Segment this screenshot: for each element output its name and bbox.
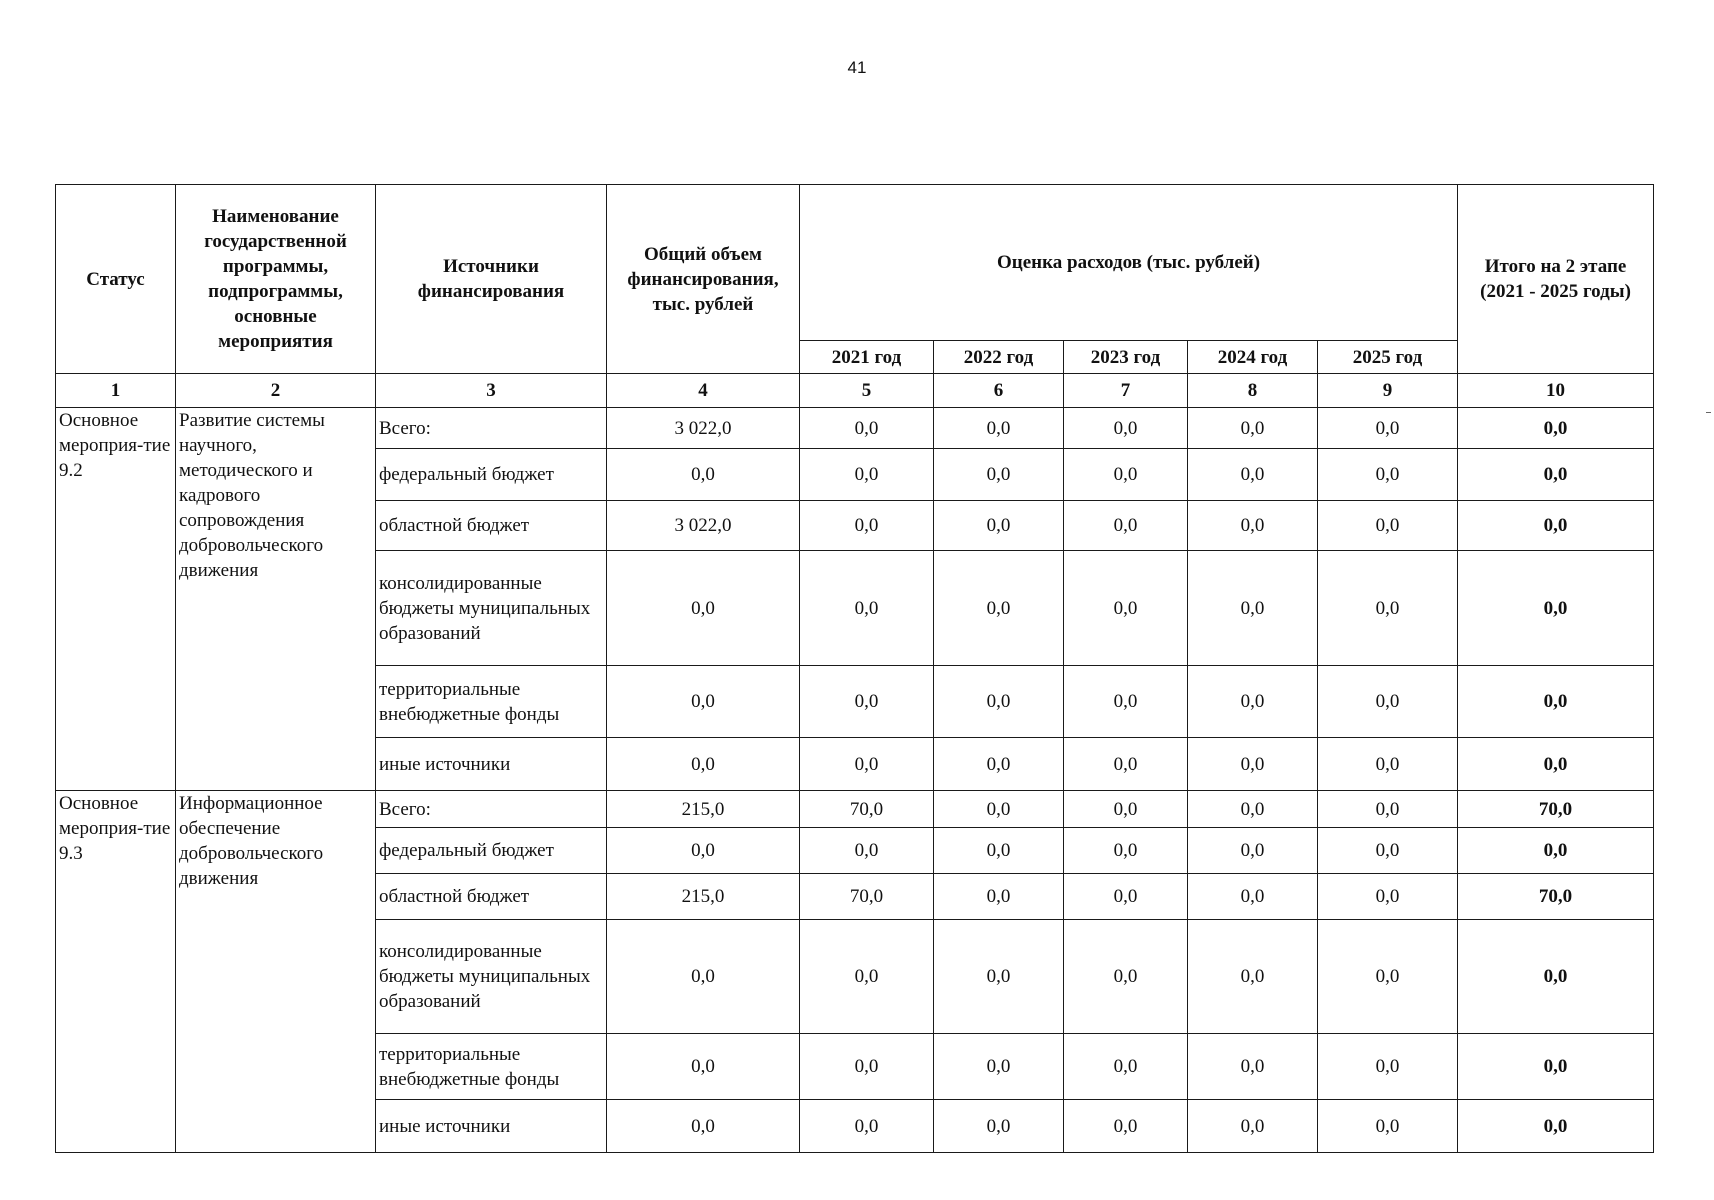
stage-total-cell: 0,0	[1458, 1034, 1654, 1100]
total-volume-cell: 215,0	[607, 791, 800, 828]
year-value-cell: 0,0	[1318, 408, 1458, 449]
funding-source-cell: федеральный бюджет	[376, 449, 607, 501]
column-number: 8	[1188, 374, 1318, 408]
funding-source-cell: консолидированные бюджеты муниципальных образований	[376, 920, 607, 1034]
year-value-cell: 0,0	[934, 551, 1064, 666]
header-status: Статус	[56, 185, 176, 374]
year-value-cell: 70,0	[800, 874, 934, 920]
total-volume-cell: 0,0	[607, 666, 800, 738]
header-total-volume: Общий объем финансирования, тыс. рублей	[607, 185, 800, 374]
total-volume-cell: 215,0	[607, 874, 800, 920]
budget-table	[55, 184, 1654, 1153]
year-value-cell: 0,0	[934, 449, 1064, 501]
funding-source-cell: территориальные внебюджетные фонды	[376, 666, 607, 738]
column-number: 7	[1064, 374, 1188, 408]
budget-table-container	[55, 184, 1653, 1153]
year-value-cell: 0,0	[800, 408, 934, 449]
table-header	[56, 185, 1654, 408]
year-value-cell: 0,0	[800, 551, 934, 666]
year-value-cell: 0,0	[1188, 1100, 1318, 1153]
year-value-cell: 0,0	[1064, 738, 1188, 791]
total-volume-cell: 0,0	[607, 738, 800, 791]
total-volume-cell: 0,0	[607, 449, 800, 501]
header-row	[56, 185, 1654, 341]
year-value-cell: 0,0	[1064, 408, 1188, 449]
year-value-cell: 0,0	[1188, 501, 1318, 551]
stage-total-cell: 0,0	[1458, 551, 1654, 666]
column-numbers-row	[56, 374, 1654, 408]
year-value-cell: 0,0	[800, 666, 934, 738]
table-body	[56, 408, 1654, 1153]
year-value-cell: 0,0	[1064, 449, 1188, 501]
status-cell: Основное мероприя-тие 9.2	[56, 408, 176, 791]
year-value-cell: 0,0	[800, 501, 934, 551]
column-number: 4	[607, 374, 800, 408]
stage-total-cell: 70,0	[1458, 791, 1654, 828]
year-value-cell: 0,0	[1318, 874, 1458, 920]
year-value-cell: 0,0	[800, 920, 934, 1034]
year-value-cell: 0,0	[1188, 551, 1318, 666]
year-value-cell: 0,0	[1064, 1100, 1188, 1153]
header-stage-total: Итого на 2 этапе (2021 - 2025 годы)	[1458, 185, 1654, 374]
year-value-cell: 0,0	[1064, 1034, 1188, 1100]
header-year-2024: 2024 год	[1188, 341, 1318, 374]
year-value-cell: 0,0	[1064, 666, 1188, 738]
table-row	[56, 408, 1654, 449]
year-value-cell: 0,0	[934, 1034, 1064, 1100]
year-value-cell: 0,0	[934, 874, 1064, 920]
year-value-cell: 0,0	[934, 1100, 1064, 1153]
total-volume-cell: 0,0	[607, 1100, 800, 1153]
year-value-cell: 0,0	[1318, 791, 1458, 828]
year-value-cell: 0,0	[934, 666, 1064, 738]
year-value-cell: 0,0	[1318, 738, 1458, 791]
year-value-cell: 0,0	[934, 791, 1064, 828]
year-value-cell: 0,0	[1318, 551, 1458, 666]
year-value-cell: 0,0	[1188, 408, 1318, 449]
header-year-2025: 2025 год	[1318, 341, 1458, 374]
column-number: 5	[800, 374, 934, 408]
stage-total-cell: 0,0	[1458, 501, 1654, 551]
year-value-cell: 0,0	[1064, 551, 1188, 666]
funding-source-cell: Всего:	[376, 408, 607, 449]
total-volume-cell: 3 022,0	[607, 501, 800, 551]
funding-source-cell: областной бюджет	[376, 874, 607, 920]
year-value-cell: 0,0	[934, 828, 1064, 874]
year-value-cell: 0,0	[800, 1100, 934, 1153]
funding-source-cell: иные источники	[376, 1100, 607, 1153]
total-volume-cell: 0,0	[607, 1034, 800, 1100]
year-value-cell: 0,0	[1188, 666, 1318, 738]
header-program-name: Наименование государственной программы, подпрограммы, основные мероприятия	[176, 185, 376, 374]
year-value-cell: 0,0	[934, 501, 1064, 551]
year-value-cell: 0,0	[1064, 920, 1188, 1034]
header-year-2022: 2022 год	[934, 341, 1064, 374]
stage-total-cell: 0,0	[1458, 666, 1654, 738]
year-value-cell: 0,0	[800, 1034, 934, 1100]
year-value-cell: 0,0	[934, 920, 1064, 1034]
total-volume-cell: 0,0	[607, 828, 800, 874]
year-value-cell: 0,0	[1318, 666, 1458, 738]
year-value-cell: 70,0	[800, 791, 934, 828]
year-value-cell: 0,0	[800, 828, 934, 874]
stage-total-cell: 0,0	[1458, 828, 1654, 874]
year-value-cell: 0,0	[1188, 1034, 1318, 1100]
column-number: 10	[1458, 374, 1654, 408]
funding-source-cell: иные источники	[376, 738, 607, 791]
funding-source-cell: Всего:	[376, 791, 607, 828]
header-year-2021: 2021 год	[800, 341, 934, 374]
table-row	[56, 791, 1654, 828]
year-value-cell: 0,0	[1188, 738, 1318, 791]
funding-source-cell: федеральный бюджет	[376, 828, 607, 874]
year-value-cell: 0,0	[800, 449, 934, 501]
stage-total-cell: 70,0	[1458, 874, 1654, 920]
year-value-cell: 0,0	[1064, 791, 1188, 828]
measure-name-cell: Развитие системы научного, методического и кадрового сопровождения добровольческого движения	[176, 408, 376, 791]
year-value-cell: 0,0	[1318, 828, 1458, 874]
page-number: 41	[847, 58, 867, 77]
column-number: 3	[376, 374, 607, 408]
year-value-cell: 0,0	[1318, 1034, 1458, 1100]
year-value-cell: 0,0	[1064, 874, 1188, 920]
stage-total-cell: 0,0	[1458, 920, 1654, 1034]
column-number: 2	[176, 374, 376, 408]
total-volume-cell: 0,0	[607, 920, 800, 1034]
year-value-cell: 0,0	[1318, 920, 1458, 1034]
year-value-cell: 0,0	[1318, 1100, 1458, 1153]
funding-source-cell: территориальные внебюджетные фонды	[376, 1034, 607, 1100]
status-cell: Основное мероприя-тие 9.3	[56, 791, 176, 1153]
stage-total-cell: 0,0	[1458, 408, 1654, 449]
header-funding-sources: Источники финансирования	[376, 185, 607, 374]
stage-total-cell: 0,0	[1458, 449, 1654, 501]
year-value-cell: 0,0	[934, 738, 1064, 791]
column-number: 1	[56, 374, 176, 408]
stage-total-cell: 0,0	[1458, 738, 1654, 791]
year-value-cell: 0,0	[1188, 791, 1318, 828]
measure-name-cell: Информационное обеспечение добровольческого движения	[176, 791, 376, 1153]
year-value-cell: 0,0	[1188, 874, 1318, 920]
stage-total-cell: 0,0	[1458, 1100, 1654, 1153]
year-value-cell: 0,0	[1188, 449, 1318, 501]
year-value-cell: 0,0	[1188, 920, 1318, 1034]
column-number: 6	[934, 374, 1064, 408]
total-volume-cell: 3 022,0	[607, 408, 800, 449]
year-value-cell: 0,0	[934, 408, 1064, 449]
year-value-cell: 0,0	[1188, 828, 1318, 874]
year-value-cell: 0,0	[800, 738, 934, 791]
column-number: 9	[1318, 374, 1458, 408]
total-volume-cell: 0,0	[607, 551, 800, 666]
header-year-2023: 2023 год	[1064, 341, 1188, 374]
year-value-cell: 0,0	[1318, 501, 1458, 551]
year-value-cell: 0,0	[1318, 449, 1458, 501]
header-expense-estimate: Оценка расходов (тыс. рублей)	[800, 185, 1458, 341]
funding-source-cell: областной бюджет	[376, 501, 607, 551]
scan-edge-mark	[1706, 412, 1711, 413]
funding-source-cell: консолидированные бюджеты муниципальных образований	[376, 551, 607, 666]
year-value-cell: 0,0	[1064, 501, 1188, 551]
year-value-cell: 0,0	[1064, 828, 1188, 874]
